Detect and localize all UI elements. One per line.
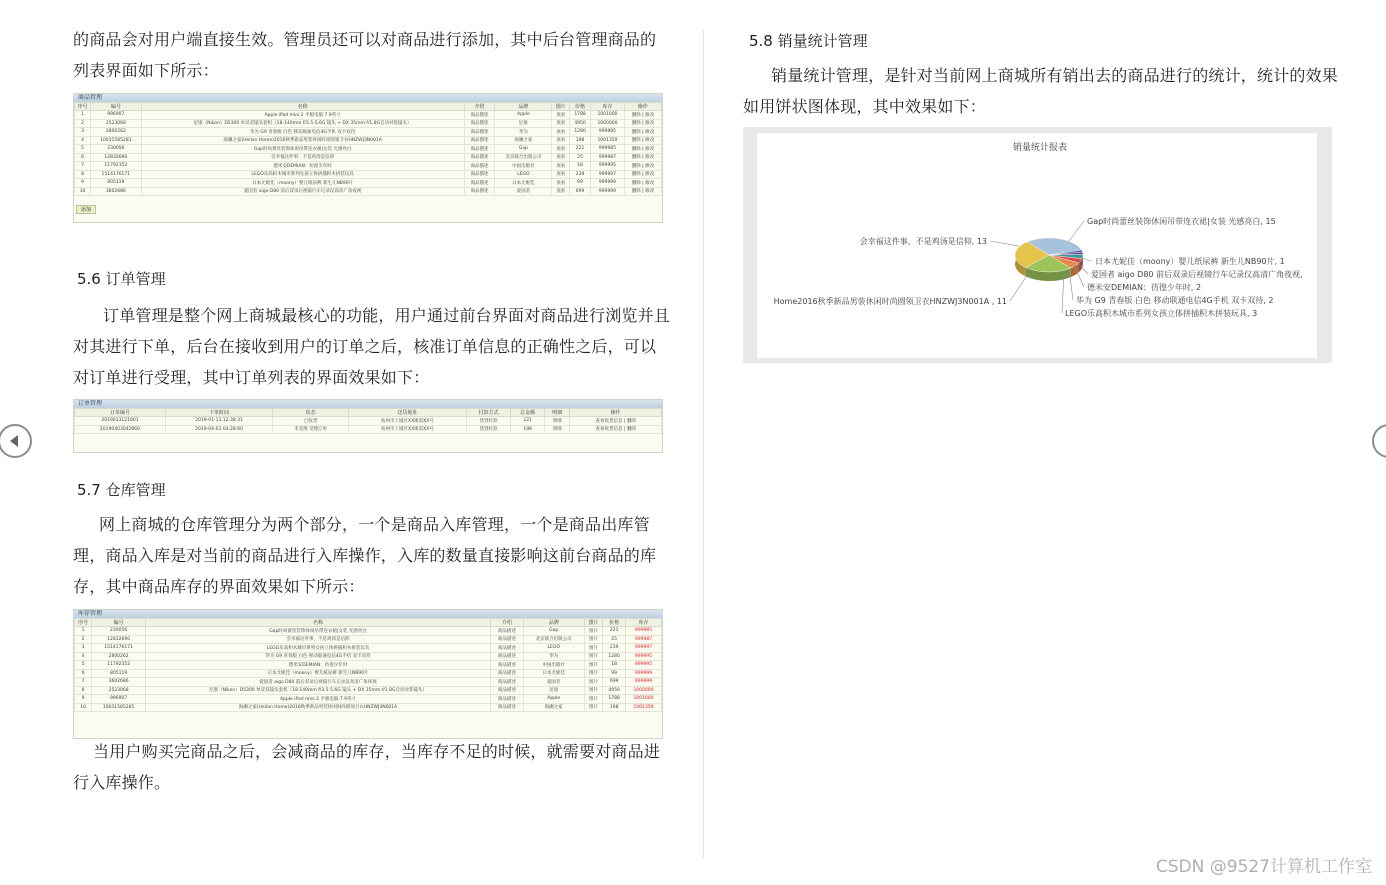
- table-cell: 9: [75, 695, 92, 704]
- table-cell: 3602686: [91, 187, 141, 196]
- table-row: [75, 145, 662, 154]
- pie-slice-label: 德米安DEMIAN：彷徨少年时, 2: [1087, 283, 1202, 292]
- table-row: [75, 635, 662, 644]
- table-cell: 99: [603, 669, 626, 678]
- column-header: 图片: [552, 103, 570, 111]
- column-header: 名称: [146, 619, 491, 627]
- table-cell: 2019013121801: [75, 417, 166, 426]
- table-cell: 华为: [523, 652, 584, 661]
- table-cell: 999999: [591, 179, 625, 188]
- table-cell: 2019-01-13 12:38:31: [165, 417, 272, 426]
- table-cell: 11792352: [91, 162, 141, 171]
- table-cell: 日本尤妮佳: [495, 179, 552, 188]
- column-header: 编号: [92, 619, 146, 627]
- column-header: 序号: [75, 103, 91, 111]
- table-cell: 10031585281: [91, 136, 141, 145]
- table-cell: 商品描述: [490, 644, 523, 653]
- table-cell: 4: [75, 136, 91, 145]
- table-cell: 198: [603, 703, 626, 712]
- table-cell: 2: [75, 119, 91, 128]
- table-cell: 1788: [569, 111, 590, 120]
- table-cell: 999985: [591, 145, 625, 154]
- table-cell: LEGO乐高积木城市系列女孩立体拼插积木拼装玩具: [146, 644, 491, 653]
- table-cell: 1: [75, 111, 91, 120]
- column-header: 总金额: [511, 409, 545, 417]
- table-cell: Apple iPad mini 2 平板电脑 7.9英寸: [141, 111, 464, 120]
- table-cell: 4950: [603, 686, 626, 695]
- section-5-8-paragraph: [743, 60, 1343, 122]
- table-cell: 9: [75, 179, 91, 188]
- table-cell: 805119: [91, 179, 141, 188]
- table-cell: 999999: [625, 678, 661, 687]
- prev-page-button[interactable]: [0, 424, 32, 458]
- table-cell: 3: [75, 644, 92, 653]
- table-cell: 北京联合出版公司: [523, 635, 584, 644]
- table-cell[interactable]: 删除 | 修改: [624, 187, 661, 196]
- s57-line-1: 网上商城的仓库管理分为两个部分，一个是商品入库管理，一个是商品出库管: [99, 515, 650, 534]
- table-cell: 10: [75, 187, 91, 196]
- table-row: [75, 703, 662, 712]
- table-cell: 查看: [552, 162, 570, 171]
- table-cell: 查看: [552, 153, 570, 162]
- intro-paragraph: [73, 24, 673, 86]
- column-header: 明细: [545, 409, 570, 417]
- table-cell: 1514176171: [92, 644, 146, 653]
- column-header: 价格: [569, 103, 590, 111]
- table-cell[interactable]: 删除 | 修改: [624, 153, 661, 162]
- order-table: [74, 408, 662, 434]
- table-row: [75, 179, 662, 188]
- table-cell: 20190403042860: [75, 425, 166, 434]
- table-cell[interactable]: 删除 | 修改: [624, 111, 661, 120]
- table-cell: 12832690: [92, 635, 146, 644]
- table-cell: 8: [75, 170, 91, 179]
- table-cell: 会幸福这件事，不是鸡汤是信仰: [146, 635, 491, 644]
- s57-line-3: 存，其中商品库存的界面效果如下所示：: [73, 577, 365, 596]
- column-header: 操作: [570, 409, 662, 417]
- table-cell: 商品描述: [490, 627, 523, 636]
- pie-label-leader: [1010, 271, 1030, 301]
- pie-slice-label: LEGO乐高积木城市系列女孩立体拼插积木拼装玩具, 3: [1065, 309, 1258, 318]
- table-cell[interactable]: 查看收货信息 | 删除: [570, 425, 662, 434]
- table-cell: 221: [569, 145, 590, 154]
- s56-line-3: 对订单进行受理，其中订单列表的界面效果如下：: [73, 368, 430, 387]
- table-row: [75, 686, 662, 695]
- table-cell: Gap时尚蕾丝装饰休闲吊带连衣裙|女装 光感亮白: [146, 627, 491, 636]
- table-cell[interactable]: 查看收货信息 | 删除: [570, 417, 662, 426]
- column-header: 库存: [591, 103, 625, 111]
- table-cell: 1788: [603, 695, 626, 704]
- table-row: [75, 170, 662, 179]
- table-cell: 999999: [625, 669, 661, 678]
- table-row: [75, 128, 662, 137]
- table-cell: 4: [75, 652, 92, 661]
- table-cell: 239: [569, 170, 590, 179]
- table-cell: 999995: [591, 128, 625, 137]
- table-cell: 6: [75, 153, 91, 162]
- column-header: 下单时间: [165, 409, 272, 417]
- after-stock-paragraph: [73, 736, 673, 798]
- table-cell: 6: [75, 669, 92, 678]
- table-cell: 999995: [625, 652, 661, 661]
- table-cell: 商品描述: [464, 153, 495, 162]
- table-cell: 查看: [552, 179, 570, 188]
- sales-chart-panel: [757, 133, 1317, 358]
- order-table-title: 订单管理: [74, 400, 662, 408]
- table-cell: 商品描述: [490, 678, 523, 687]
- column-header: 介绍: [490, 619, 523, 627]
- table-cell: Gap: [495, 145, 552, 154]
- table-cell: 7: [75, 678, 92, 687]
- table-cell: 10: [75, 703, 92, 712]
- table-cell: 230056: [92, 627, 146, 636]
- table-cell: 230056: [91, 145, 141, 154]
- table-cell: 996907: [92, 695, 146, 704]
- table-cell: 会幸福这件事，不是鸡汤是信仰: [141, 153, 464, 162]
- table-cell: 996907: [91, 111, 141, 120]
- column-header: 库存: [625, 619, 661, 627]
- table-cell: Apple: [495, 111, 552, 120]
- table-cell: 尼康: [495, 119, 552, 128]
- column-header: 付款方式: [466, 409, 510, 417]
- table-cell: 10031585281: [92, 703, 146, 712]
- s58-line-2: 如用饼状图体现，其中效果如下：: [743, 97, 987, 116]
- table-cell: 1000000: [625, 686, 661, 695]
- table-cell: 查看: [552, 119, 570, 128]
- table-row: [75, 425, 662, 434]
- table-cell: 5: [75, 145, 91, 154]
- table-cell: 尼康（Nikon）D5300 单反双镜头套机（18-140mm f/3.5-5.6G 镜头 + DX 35mm f/1.8G自动对焦镜头）: [146, 686, 491, 695]
- table-cell: 商品描述: [490, 635, 523, 644]
- pie-slice-label: 华为 G9 青春版 白色 移动联通电信4G手机 双卡双待, 2: [1076, 296, 1274, 305]
- table-cell: 海澜之家: [523, 703, 584, 712]
- table-cell: 日本尤妮佳（moony）婴儿纸尿裤 新生儿NB90片: [141, 179, 464, 188]
- pie-label-leader: [990, 241, 1019, 246]
- after-line-1: 当用户购买完商品之后，会减商品的库存，当库存不足的时候，就需要对商品进: [93, 742, 661, 761]
- column-header: 编号: [91, 103, 141, 111]
- pie-slice-label: 爱国者 aigo D80 前后双录后视镜行车记录仪高清广角夜视,: [1091, 270, 1303, 279]
- table-cell: 尼康（Nikon）D5300 单反双镜头套机（18-140mm f/3.5-5.6G 镜头 + DX 35mm f/1.8G自动对焦镜头）: [141, 119, 464, 128]
- section-5-8-heading: 5.8 销量统计管理: [749, 32, 868, 50]
- chevron-left-icon: [0, 426, 30, 456]
- column-header: 品牌: [523, 619, 584, 627]
- table-cell: 999985: [625, 627, 661, 636]
- s56-line-1: 订单管理是整个网上商城最核心的功能，用户通过前台界面对商品进行浏览并且: [103, 306, 671, 325]
- table-cell: 999999: [591, 187, 625, 196]
- table-cell: 2523068: [92, 686, 146, 695]
- csdn-watermark: CSDN @9527计算机工作室: [1155, 857, 1372, 877]
- pie-slice-label: Home2016秋季新品男装休闲时尚圆领卫衣HNZWJ3N001A , 11: [773, 297, 1007, 306]
- table-cell: 7: [75, 162, 91, 171]
- table-cell: 商品描述: [464, 119, 495, 128]
- table-cell: 239: [603, 644, 626, 653]
- pie-slice-label: 日本尤妮佳（moony）婴儿纸尿裤 新生儿NB90片, 1: [1095, 257, 1285, 266]
- table-row: [75, 136, 662, 145]
- s57-line-2: 理，商品入库是对当前的商品进行入库操作，入库的数量直接影响这前台商品的库: [73, 546, 657, 565]
- intro-line-1: 的商品会对用户端直接生效。管理员还可以对商品进行添加，其中后台管理商品的: [73, 30, 657, 49]
- s58-line-1: 销量统计管理，是针对当前网上商城所有销出去的商品进行的统计，统计的效果: [771, 66, 1339, 85]
- table-cell: 日本尤妮佳（moony）婴儿纸尿裤 新生儿NB90片: [146, 669, 491, 678]
- next-page-button[interactable]: [1372, 424, 1386, 458]
- table-cell: 明细: [545, 417, 570, 426]
- table-row: [75, 417, 662, 426]
- table-cell: 货到付款: [466, 417, 510, 426]
- add-product-button[interactable]: 添加: [76, 205, 96, 214]
- table-cell: 查看: [552, 111, 570, 120]
- table-cell: 查看: [552, 170, 570, 179]
- table-row: [75, 678, 662, 687]
- table-cell: 商品描述: [490, 661, 523, 670]
- section-5-6-paragraph: [73, 300, 673, 393]
- table-cell: 商品描述: [490, 686, 523, 695]
- table-cell: Apple iPad mini 2 平板电脑 7.9英寸: [146, 695, 491, 704]
- table-cell: 图片: [584, 627, 603, 636]
- column-divider: [703, 30, 704, 858]
- table-cell: 明细: [545, 425, 570, 434]
- table-cell: 999987: [625, 635, 661, 644]
- table-row: [75, 695, 662, 704]
- table-cell[interactable]: 删除 | 修改: [624, 119, 661, 128]
- table-cell: 德米安DEMIAN：彷徨少年时: [146, 661, 491, 670]
- table-cell: 商品描述: [490, 703, 523, 712]
- table-cell: 商品描述: [464, 170, 495, 179]
- table-cell: 4950: [569, 119, 590, 128]
- table-cell: 1280: [603, 652, 626, 661]
- table-cell: 图片: [584, 678, 603, 687]
- table-cell: 18: [569, 162, 590, 171]
- table-cell: 爱国者 aigo D80 前后双录后视镜行车记录仪高清广角夜视: [146, 678, 491, 687]
- table-cell: 805119: [92, 669, 146, 678]
- table-cell: 2800262: [92, 652, 146, 661]
- section-5-6-heading: 5.6 订单管理: [77, 270, 166, 288]
- s56-line-2: 对其进行下单，后台在接收到用户的订单之后，核准订单信息的正确性之后，可以: [73, 337, 657, 356]
- table-cell: 中国出版社: [523, 661, 584, 670]
- table-cell: 1280: [569, 128, 590, 137]
- table-cell: 华为 G9 青春版 白色 移动联通电信4G手机 双卡双待: [141, 128, 464, 137]
- stock-table-screenshot: [73, 609, 663, 739]
- table-cell: 1001359: [625, 703, 661, 712]
- table-cell[interactable]: 删除 | 修改: [624, 162, 661, 171]
- table-row: [75, 652, 662, 661]
- table-cell: 图片: [584, 669, 603, 678]
- table-cell: 2019-04-03 04:28:60: [165, 425, 272, 434]
- table-cell: 5: [75, 661, 92, 670]
- product-table-screenshot: [73, 93, 663, 223]
- table-cell: 查看: [552, 187, 570, 196]
- sales-chart-frame: [743, 127, 1332, 363]
- column-header: 序号: [75, 619, 92, 627]
- table-cell: 1001000: [591, 111, 625, 120]
- table-cell: 爱国者: [495, 187, 552, 196]
- table-cell: Apple: [523, 695, 584, 704]
- table-cell: 图片: [584, 695, 603, 704]
- table-cell[interactable]: 删除 | 修改: [624, 170, 661, 179]
- table-cell[interactable]: 删除 | 修改: [624, 179, 661, 188]
- table-cell: 爱国者 aigo D80 前后双录后视镜行车记录仪高清广角夜视: [141, 187, 464, 196]
- table-cell: 海澜之家: [495, 136, 552, 145]
- table-row: [75, 153, 662, 162]
- table-cell: 商品描述: [464, 179, 495, 188]
- order-table-screenshot: [73, 399, 663, 453]
- table-row: [75, 119, 662, 128]
- table-cell: 已收货: [273, 417, 349, 426]
- stock-table: [74, 618, 662, 712]
- column-header: 状态: [273, 409, 349, 417]
- table-cell: 海澜之家(Heilan Home)2016秋季新品男装休闲时尚圆领卫衣HNZWJ3N001A: [141, 136, 464, 145]
- column-header: 操作: [624, 103, 661, 111]
- table-cell: 2800262: [91, 128, 141, 137]
- table-cell: LEGO: [495, 170, 552, 179]
- table-cell: 日本尤妮佳: [523, 669, 584, 678]
- section-5-7-heading: 5.7 仓库管理: [77, 481, 166, 499]
- table-cell: 3602686: [92, 678, 146, 687]
- table-cell: 1514176171: [91, 170, 141, 179]
- table-cell: 999997: [591, 170, 625, 179]
- table-row: [75, 669, 662, 678]
- table-cell: 18: [603, 661, 626, 670]
- table-cell: 北京联合出版公司: [495, 153, 552, 162]
- table-cell: 8: [75, 686, 92, 695]
- table-cell: 11792352: [92, 661, 146, 670]
- table-cell: 198: [569, 136, 590, 145]
- table-row: [75, 661, 662, 670]
- table-cell[interactable]: 删除 | 修改: [624, 136, 661, 145]
- table-cell: 商品描述: [490, 652, 523, 661]
- table-cell: 海澜之家(Heilan Home)2016秋季新品男装休闲时尚圆领卫衣HNZWJ3N001A: [146, 703, 491, 712]
- table-cell: 2: [75, 635, 92, 644]
- pie-slice-label: Gap时尚蕾丝装饰休闲吊带连衣裙|女装 光感亮白, 15: [1087, 217, 1276, 226]
- table-cell: 查看: [552, 136, 570, 145]
- sales-pie-chart: [757, 133, 1317, 358]
- intro-line-2: 列表界面如下所示：: [73, 61, 219, 80]
- table-cell: 999997: [625, 644, 661, 653]
- table-cell: 商品描述: [490, 695, 523, 704]
- table-cell: 商品描述: [464, 128, 495, 137]
- table-cell: 商品描述: [490, 669, 523, 678]
- table-cell: 1001359: [591, 136, 625, 145]
- table-cell: 图片: [584, 652, 603, 661]
- product-table: [74, 102, 662, 196]
- table-cell: 图片: [584, 635, 603, 644]
- table-cell[interactable]: 删除 | 修改: [624, 145, 661, 154]
- table-cell: 未受理 受理订单: [273, 425, 349, 434]
- table-cell: 尼康: [523, 686, 584, 695]
- table-cell: 2523068: [91, 119, 141, 128]
- table-row: [75, 162, 662, 171]
- column-header: 送货地址: [349, 409, 467, 417]
- product-table-title: 商品管理: [74, 94, 662, 102]
- stock-table-title: 库存管理: [74, 610, 662, 618]
- column-header: 订单编号: [75, 409, 166, 417]
- chevron-right-icon: [1374, 426, 1386, 456]
- table-cell: 爱国者: [523, 678, 584, 687]
- table-cell: 图片: [584, 703, 603, 712]
- table-cell: 1000000: [591, 119, 625, 128]
- table-cell: 中国出版社: [495, 162, 552, 171]
- column-header: 图片: [584, 619, 603, 627]
- table-cell: 699: [603, 678, 626, 687]
- table-cell: 999987: [591, 153, 625, 162]
- column-header: 品牌: [495, 103, 552, 111]
- after-line-2: 行入库操作。: [73, 773, 171, 792]
- table-cell: 198: [511, 425, 545, 434]
- table-cell: 1001000: [625, 695, 661, 704]
- table-cell: LEGO: [523, 644, 584, 653]
- table-cell: 699: [569, 187, 590, 196]
- table-cell: 99: [569, 179, 590, 188]
- table-cell: 德米安DEMIAN：彷徨少年时: [141, 162, 464, 171]
- table-cell: 商品描述: [464, 111, 495, 120]
- table-cell: 图片: [584, 686, 603, 695]
- table-cell: 货到付款: [466, 425, 510, 434]
- pie-slice-label: 会幸福这件事，不是鸡汤是信仰, 13: [859, 237, 987, 246]
- table-cell: 3: [75, 128, 91, 137]
- table-cell: Gap时尚蕾丝装饰休闲吊带连衣裙|女装 光感亮白: [141, 145, 464, 154]
- pie-label-leader: [1069, 221, 1084, 241]
- chart-title: 销量统计报表: [1012, 143, 1068, 153]
- table-cell: 999995: [625, 661, 661, 670]
- table-cell: 杭州市上城区XX街道XX号: [349, 417, 467, 426]
- table-row: [75, 627, 662, 636]
- table-cell: 商品描述: [464, 162, 495, 171]
- table-cell: 图片: [584, 661, 603, 670]
- table-cell: 25: [603, 635, 626, 644]
- table-cell: 查看: [552, 145, 570, 154]
- column-header: 介绍: [464, 103, 495, 111]
- table-cell: 999995: [591, 162, 625, 171]
- table-cell: 12832690: [91, 153, 141, 162]
- table-row: [75, 111, 662, 120]
- table-row: [75, 187, 662, 196]
- table-cell: 查看: [552, 128, 570, 137]
- table-cell: 商品描述: [464, 187, 495, 196]
- table-cell: 25: [569, 153, 590, 162]
- table-cell: 图片: [584, 644, 603, 653]
- table-cell: 华为: [495, 128, 552, 137]
- table-cell: 杭州市上城区XX街道XX号: [349, 425, 467, 434]
- column-header: 名称: [141, 103, 464, 111]
- column-header: 价格: [603, 619, 626, 627]
- table-cell: 华为 G9 青春版 白色 移动联通电信4G手机 双卡双待: [146, 652, 491, 661]
- table-cell: Gap: [523, 627, 584, 636]
- table-cell: 商品描述: [464, 136, 495, 145]
- table-cell[interactable]: 删除 | 修改: [624, 128, 661, 137]
- table-cell: 1: [75, 627, 92, 636]
- table-cell: LEGO乐高积木城市系列女孩立体拼插积木拼装玩具: [141, 170, 464, 179]
- table-cell: 221: [511, 417, 545, 426]
- table-cell: 221: [603, 627, 626, 636]
- section-5-7-paragraph: [73, 509, 673, 602]
- table-cell: 商品描述: [464, 145, 495, 154]
- table-row: [75, 644, 662, 653]
